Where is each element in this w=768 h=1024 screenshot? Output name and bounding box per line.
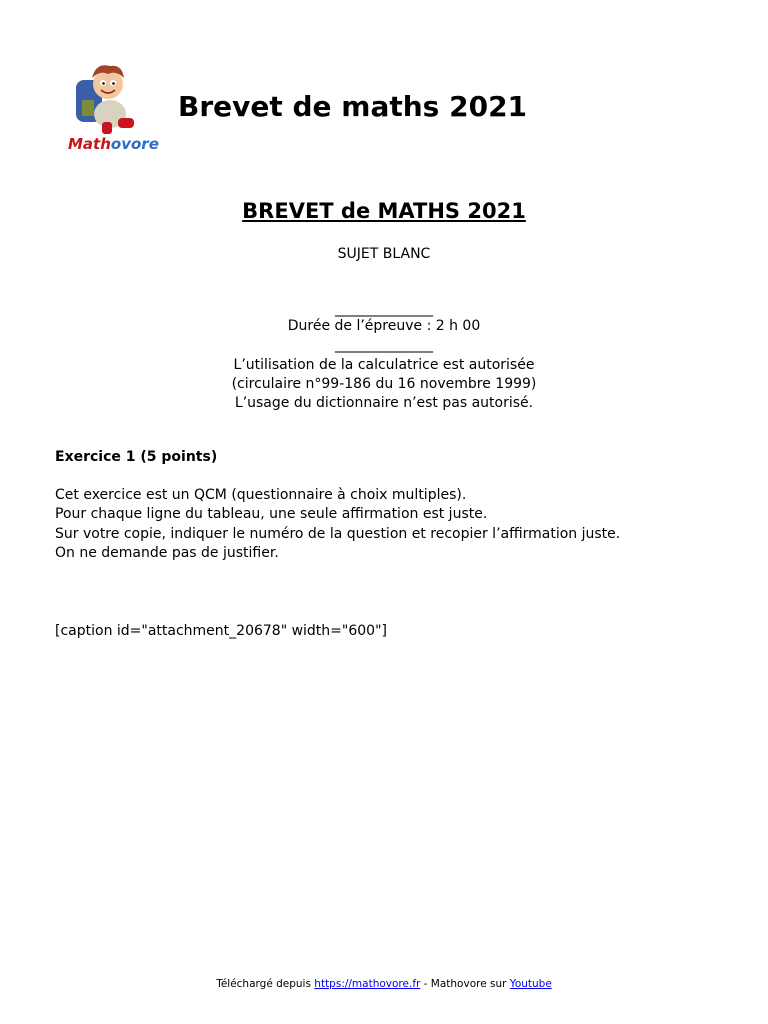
exercise-instructions <box>55 486 620 563</box>
calculator-rule: L’utilisation de la calculatrice est autorisée <box>233 357 535 373</box>
footer-middle: - Mathovore sur <box>420 978 510 990</box>
left-leg-shape <box>102 122 112 134</box>
document-subtitle: SUJET BLANC <box>337 246 431 262</box>
instruction-line: Pour chaque ligne du tableau, une seule affirmation est juste. <box>55 506 488 523</box>
exam-duration: Durée de l’épreuve : 2 h 00 <box>287 318 481 334</box>
instruction-line: Cet exercice est un QCM (questionnaire à choix multiples). <box>55 487 467 503</box>
calculator-shape <box>82 100 94 116</box>
logo-wordmark: Mathovore <box>68 135 159 153</box>
document-title: BREVET de MATHS 2021 <box>242 199 526 223</box>
page-title: Brevet de maths 2021 <box>178 90 528 123</box>
caption-shortcode: [caption id="attachment_20678" width="600"] <box>55 623 387 639</box>
mathovore-site-link[interactable]: https://mathovore.fr <box>314 978 421 990</box>
left-pupil-shape <box>102 82 105 85</box>
footer-prefix: Téléchargé depuis <box>216 978 315 990</box>
exercise-heading: Exercice 1 (5 points) <box>55 449 218 465</box>
circular-reference: (circulaire n°99-186 du 16 novembre 1999) <box>231 376 537 392</box>
youtube-link[interactable]: Youtube <box>509 978 552 990</box>
instruction-line: Sur votre copie, indiquer le numéro de la question et recopier l’affirmation juste. <box>55 525 621 542</box>
page-footer <box>0 977 768 991</box>
instruction-line: On ne demande pas de justifier. <box>55 544 279 561</box>
right-leg-shape <box>118 118 134 128</box>
mathovore-logo <box>62 58 162 158</box>
right-pupil-shape <box>112 82 115 85</box>
mascot-icon <box>62 58 162 158</box>
separator-line: ______________ <box>335 337 433 353</box>
dictionary-rule: L’usage du dictionnaire n’est pas autorisé. <box>234 395 534 411</box>
exam-rules <box>0 356 768 413</box>
separator-line: ______________ <box>335 301 433 317</box>
